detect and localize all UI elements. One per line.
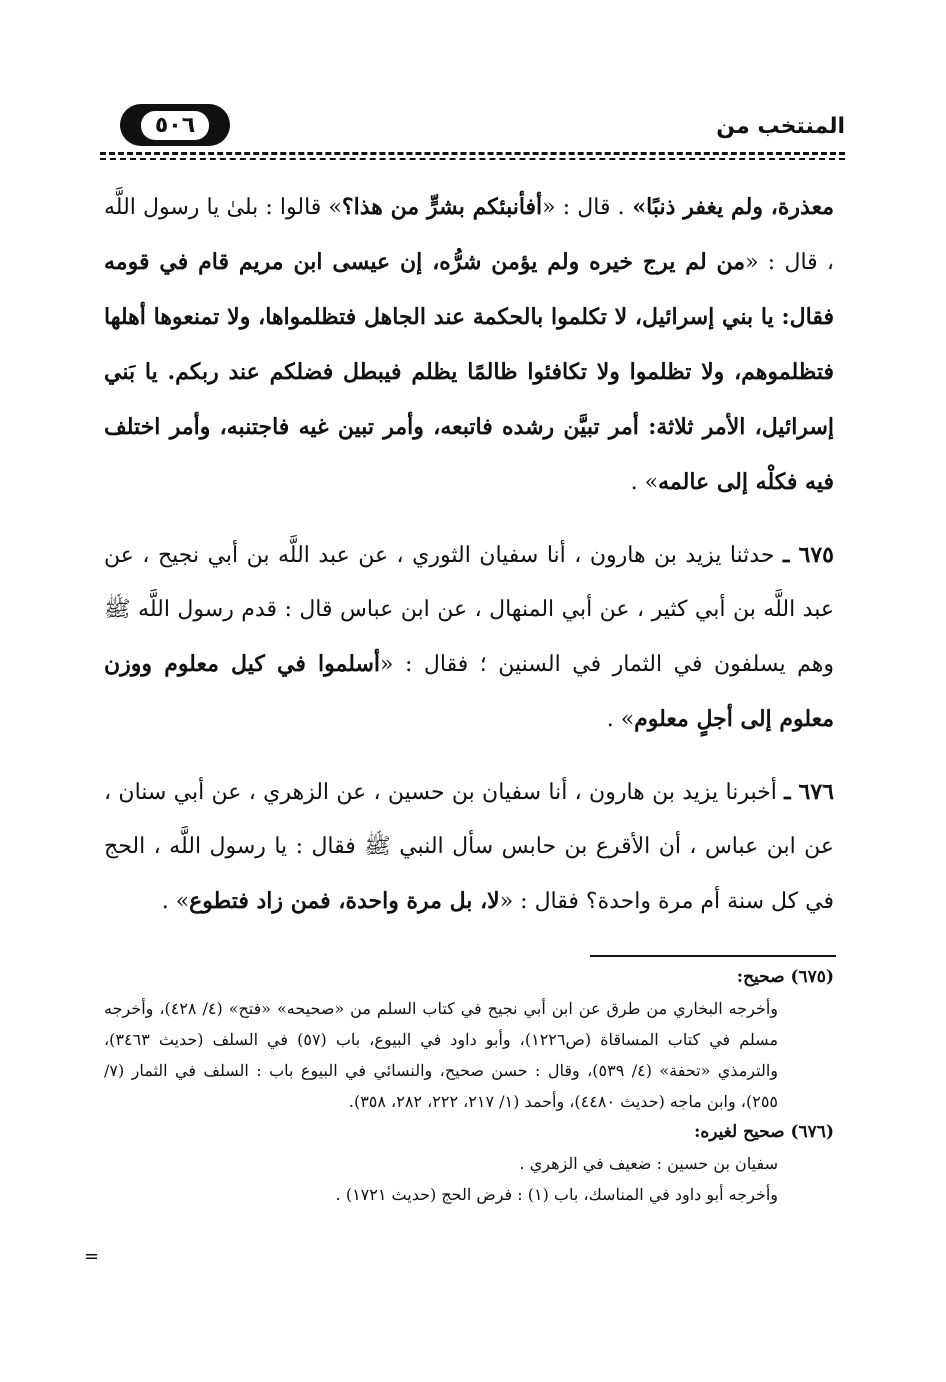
hadith-number: ٦٧٦ ـ	[784, 779, 834, 805]
prophetic-text: أسلموا في كيل معلوم ووزن معلوم إلى أجلٍ معلوم	[104, 651, 834, 732]
narration-text: » .	[161, 889, 190, 914]
narration-text: » .	[606, 707, 635, 732]
prophetic-text: لا، بل مرة واحدة، فمن زاد فتطوع	[189, 888, 500, 914]
main-text	[104, 180, 834, 929]
hadith-number: ٦٧٥ ـ	[782, 542, 834, 568]
header-dashed-rule	[100, 152, 845, 155]
footnote-separator	[590, 955, 836, 957]
page-number: ٥٠٦	[141, 111, 209, 140]
footnote-675-text: وأخرجه البخاري من طرق عن ابن أبي نجيح في كتاب السلم من «صحيحه» «فتح» (٤/ ٤٢٨)، وأخرجه مسلم في كتاب المساقاة (ص١٢٢٦)، وأبو داود في البيوع، باب (٥٧) في السلف (حديث ٣٤٦٣)، والترمذي «تحفة» (٤/ ٥٣٩)، وقال : حسن صحيح، والنسائي في البيوع باب : السلف في الثمار (٧/ ٢٥٥)، وابن ماجه (حديث ٤٤٨٠)، وأحمد (١/ ٢١٧، ٢٢٢، ٢٨٢، ٣٥٨).	[104, 999, 779, 1111]
narration-text: » قالوا : بلىٰ يا رسول اللَّه ، قال : «	[104, 195, 835, 275]
prophetic-text: من لم يرج خيره ولم يؤمن شرُّه، إن عيسى ابن مريم قام في قومه فقال: يا بني إسرائيل، لا تكلموا بالحكمة عند الجاهل فتظلمواها، ولا تمنعوها أهلها فتظلموهم، ولا تظلموا ولا تكافئوا ظالمًا يظلم فيبطل فضلكم عند ربكم. يا بَني إسرائيل، الأمر ثلاثة: أمر تبيَّن رشده فاتبعه، وأمر تبين غيه فاجتنبه، وأمر اختلف فيه فكلْه إلى عالمه	[104, 249, 834, 495]
paragraph-hadith-675	[104, 528, 834, 747]
narration-text: أخبرنا يزيد بن هارون ، أنا سفيان بن حسين ، عن الزهري ، عن أبي سنان ، عن ابن عباس ، أن الأقرع بن حابس سأل النبي ﷺ فقال : يا رسول اللَّه ، الحج في كل سنة أم مرة واحدة؟ فقال : «	[104, 780, 834, 914]
paragraph-hadith-674-end	[104, 180, 834, 510]
hadith-675-text	[104, 543, 834, 732]
footnote-675-heading: (٦٧٥) صحيح:	[736, 967, 834, 987]
narration-text: . قال : «	[542, 195, 625, 220]
prophetic-text: معذرة، ولم يغفر ذنبًا»	[624, 194, 834, 220]
footnote-676-line-1: سفيان بن حسين : ضعيف في الزهري .	[519, 1154, 778, 1173]
running-title: المنتخب من	[716, 114, 845, 139]
narration-text: » .	[630, 470, 659, 495]
page-header	[100, 100, 845, 160]
paragraph-hadith-676	[104, 765, 834, 929]
continuation-mark: =	[84, 1246, 100, 1267]
footnotes	[104, 962, 834, 1210]
footnote-676-line-2: وأخرجه أبو داود في المناسك، باب (١) : فرض الحج (حديث ١٧٢١) .	[335, 1185, 778, 1204]
prophetic-text: أفأنبئكم بشرٍّ من هذا؟	[341, 194, 543, 220]
hadith-676-text	[104, 780, 834, 914]
page-number-badge	[120, 104, 230, 146]
header-dashed-rule-lower	[100, 158, 845, 160]
footnote-676-heading: (٦٧٦) صحيح لغيره:	[694, 1122, 834, 1142]
narration-text: حدثنا يزيد بن هارون ، أنا سفيان الثوري ، عن عبد اللَّه بن أبي نجيح ، عن عبد اللَّه بن أبي كثير ، عن أبي المنهال ، عن ابن عباس قال : قدم رسول اللَّه ﷺ وهم يسلفون في الثمار في السنين ؛ فقال : «	[104, 543, 835, 677]
